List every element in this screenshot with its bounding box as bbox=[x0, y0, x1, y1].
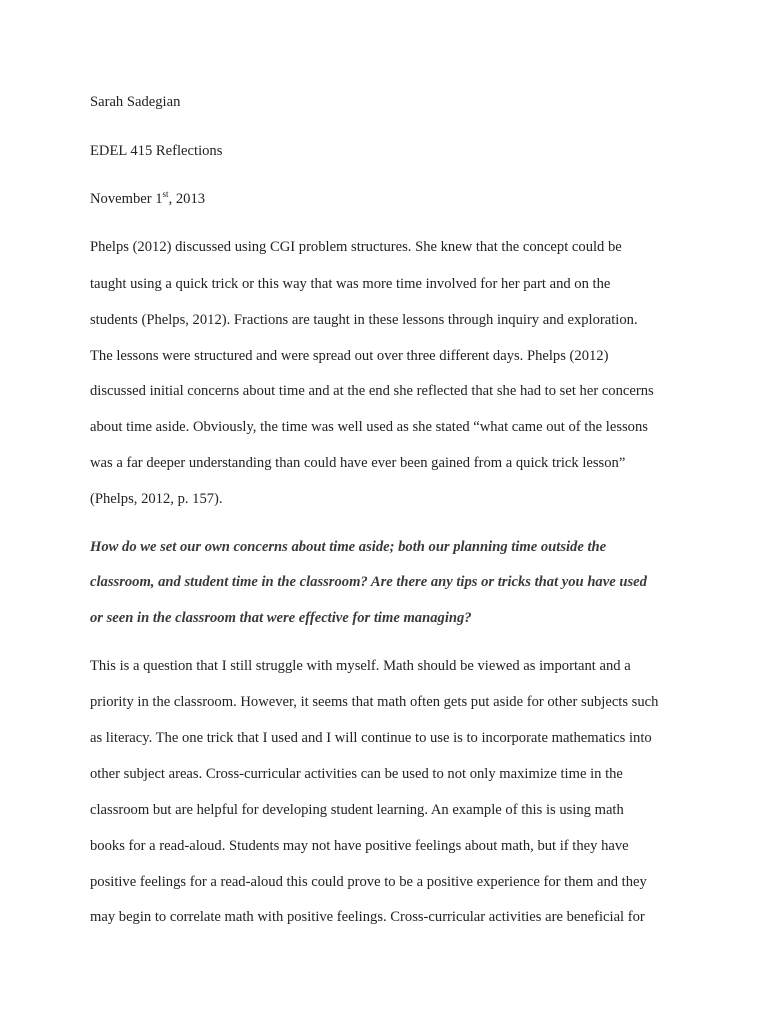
paragraph-line: books for a read-aloud. Students may not have positive feelings about math, but if they have bbox=[90, 838, 629, 854]
date-prefix: November 1 bbox=[90, 191, 163, 207]
question-line: classroom, and student time in the classroom? Are there any tips or tricks that you have used bbox=[90, 574, 647, 590]
paragraph-line: students (Phelps, 2012). Fractions are taught in these lessons through inquiry and exploration. bbox=[90, 312, 638, 328]
paragraph-line: classroom but are helpful for developing student learning. An example of this is using math bbox=[90, 802, 624, 818]
paragraph-line: other subject areas. Cross-curricular activities can be used to not only maximize time in the bbox=[90, 766, 623, 782]
date-suffix: , 2013 bbox=[168, 191, 206, 207]
paragraph-line: discussed initial concerns about time and at the end she reflected that she had to set her concerns bbox=[90, 383, 654, 399]
paragraph-line: The lessons were structured and were spread out over three different days. Phelps (2012) bbox=[90, 348, 609, 364]
author-name: Sarah Sadegian bbox=[90, 94, 181, 110]
paragraph-line: Phelps (2012) discussed using CGI problem structures. She knew that the concept could be bbox=[90, 239, 622, 255]
course-title: EDEL 415 Reflections bbox=[90, 143, 223, 159]
paragraph-line: positive feelings for a read-aloud this could prove to be a positive experience for them and they bbox=[90, 874, 647, 890]
paragraph-line: (Phelps, 2012, p. 157). bbox=[90, 491, 223, 507]
paragraph-line: may begin to correlate math with positive feelings. Cross-curricular activities are beneficial for bbox=[90, 909, 645, 925]
paragraph-line: priority in the classroom. However, it seems that math often gets put aside for other subjects such bbox=[90, 694, 659, 710]
question-line: How do we set our own concerns about time aside; both our planning time outside the bbox=[90, 539, 607, 555]
paragraph-line: taught using a quick trick or this way that was more time involved for her part and on the bbox=[90, 276, 611, 292]
date-ordinal: st bbox=[162, 189, 169, 200]
document-date bbox=[90, 190, 205, 208]
paragraph-line: about time aside. Obviously, the time was well used as she stated “what came out of the lessons bbox=[90, 419, 648, 435]
question-line: or seen in the classroom that were effective for time managing? bbox=[90, 610, 472, 626]
paragraph-line: as literacy. The one trick that I used and I will continue to use is to incorporate mathematics into bbox=[90, 730, 652, 746]
paragraph-line: This is a question that I still struggle with myself. Math should be viewed as important and a bbox=[90, 658, 631, 674]
paragraph-line: was a far deeper understanding than could have ever been gained from a quick trick lesson” bbox=[90, 455, 626, 471]
